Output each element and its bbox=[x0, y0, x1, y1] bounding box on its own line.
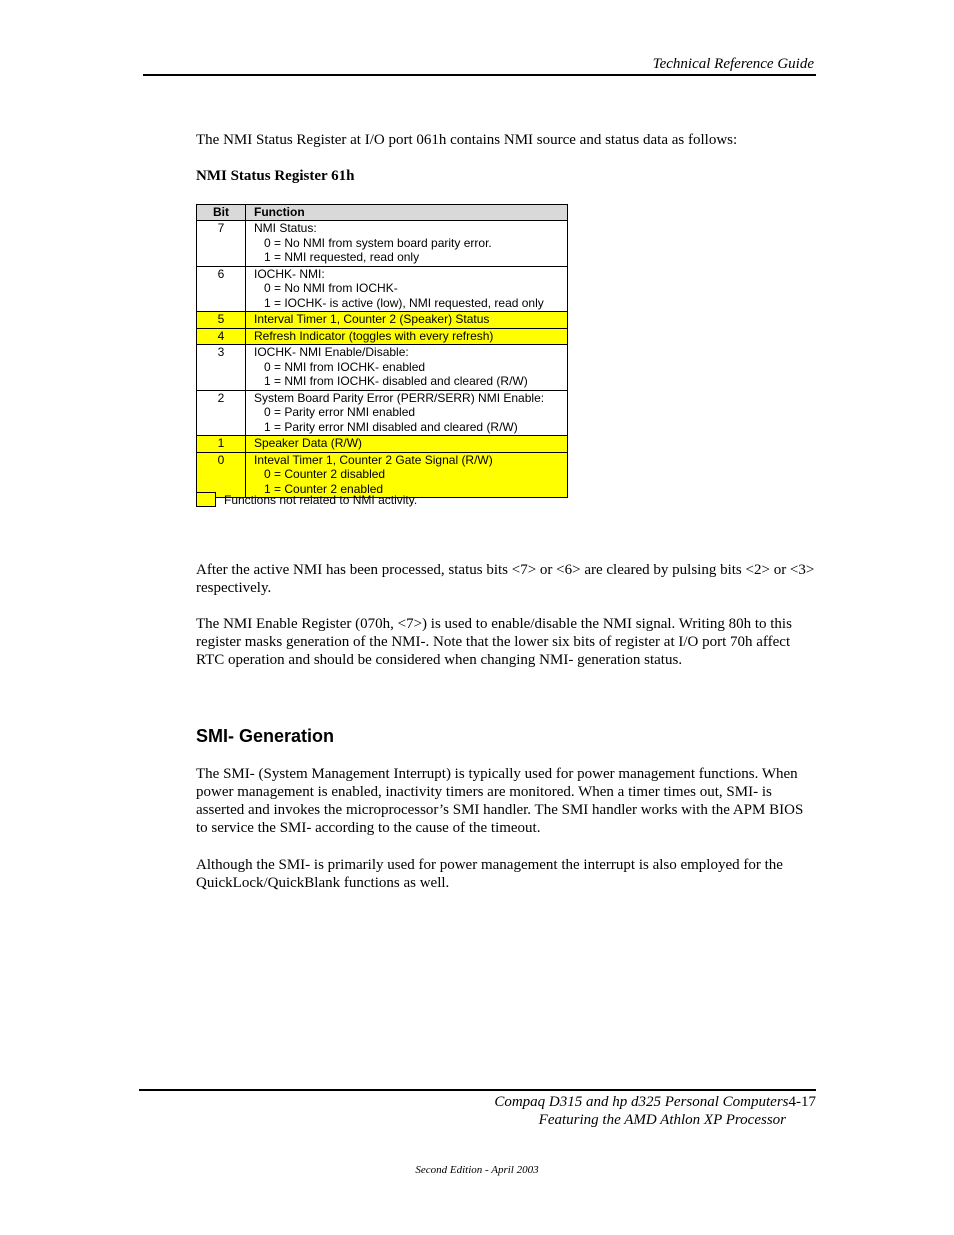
bit-cell: 5 bbox=[197, 312, 246, 329]
column-header-function: Function bbox=[246, 205, 568, 221]
bit-cell: 7 bbox=[197, 221, 246, 267]
bit-cell: 3 bbox=[197, 345, 246, 391]
paragraph-status-bits: After the active NMI has been processed, status bits <7> or <6> are cleared by pulsing bits <2> or <3> respectively. bbox=[196, 562, 815, 596]
footer-rule bbox=[139, 1089, 816, 1091]
page-number: 4-17 bbox=[788, 1094, 816, 1110]
function-cell bbox=[246, 221, 568, 267]
function-option: 1 = Parity error NMI disabled and cleared (R/W) bbox=[264, 419, 518, 434]
function-option: 0 = NMI from IOCHK- enabled bbox=[264, 359, 426, 374]
header-rule bbox=[143, 74, 816, 76]
intro-paragraph: The NMI Status Register at I/O port 061h contains NMI source and status data as follows: bbox=[196, 132, 738, 148]
table-row-bit-2 bbox=[197, 390, 568, 436]
bit-cell: 6 bbox=[197, 266, 246, 312]
function-text: Refresh Indicator (toggles with every refresh) bbox=[254, 328, 494, 343]
table-header-row bbox=[197, 205, 568, 221]
edition-note: Second Edition - April 2003 bbox=[415, 1164, 539, 1176]
function-text: Speaker Data (R/W) bbox=[254, 436, 363, 450]
function-option: 0 = No NMI from system board parity error. bbox=[264, 235, 492, 250]
function-option: 1 = NMI requested, read only bbox=[264, 250, 420, 264]
function-text: NMI Status: bbox=[254, 221, 317, 235]
paragraph-nmi-enable: The NMI Enable Register (070h, <7>) is used to enable/disable the NMI signal. Writing 80h to this register masks generation of the NMI-. Note that the lower six bits of register at I/O port 70h affect RTC operation and should be considered when changing NMI- generation status. bbox=[196, 616, 792, 668]
function-cell bbox=[246, 312, 568, 329]
function-cell bbox=[246, 452, 568, 498]
table-row-bit-4 bbox=[197, 328, 568, 345]
table-row-bit-0 bbox=[197, 452, 568, 498]
function-text: System Board Parity Error (PERR/SERR) NMI Enable: bbox=[254, 390, 545, 405]
table-row-bit-1 bbox=[197, 436, 568, 453]
table-title: NMI Status Register 61h bbox=[196, 168, 355, 184]
function-option: 1 = IOCHK- is active (low), NMI requested, read only bbox=[264, 295, 544, 310]
function-text: IOCHK- NMI: bbox=[254, 266, 325, 281]
table-legend bbox=[196, 492, 417, 507]
function-option: 0 = Parity error NMI enabled bbox=[264, 405, 416, 419]
column-header-bit: Bit bbox=[197, 205, 246, 221]
function-text: IOCHK- NMI Enable/Disable: bbox=[254, 345, 409, 359]
footer-subtitle: Featuring the AMD Athlon XP Processor bbox=[538, 1112, 786, 1128]
function-cell bbox=[246, 328, 568, 345]
function-option: 0 = Counter 2 disabled bbox=[264, 467, 386, 481]
running-header: Technical Reference Guide bbox=[652, 56, 814, 72]
function-text: Interval Timer 1, Counter 2 (Speaker) Status bbox=[254, 312, 490, 326]
nmi-status-register-table bbox=[196, 204, 568, 498]
function-text: Inteval Timer 1, Counter 2 Gate Signal (R/W) bbox=[254, 452, 493, 467]
table-row-bit-5 bbox=[197, 312, 568, 329]
paragraph-smi-quicklock: Although the SMI- is primarily used for power management the interrupt is also employed for the QuickLock/QuickBlank functions as well. bbox=[196, 857, 783, 891]
table-row-bit-3 bbox=[197, 345, 568, 391]
function-option: 0 = No NMI from IOCHK- bbox=[264, 281, 398, 295]
bit-cell: 2 bbox=[197, 390, 246, 436]
function-cell bbox=[246, 266, 568, 312]
bit-cell: 4 bbox=[197, 328, 246, 345]
section-heading: SMI- Generation bbox=[196, 726, 335, 746]
legend-swatch bbox=[196, 492, 216, 507]
bit-cell: 0 bbox=[197, 452, 246, 498]
bit-cell: 1 bbox=[197, 436, 246, 453]
legend-text: Functions not related to NMI activity. bbox=[224, 492, 418, 507]
paragraph-smi-description: The SMI- (System Management Interrupt) is typically used for power management functions. When power management is enabled, inactivity timers are monitored. When a timer times out, SMI- is asserted and invokes the microprocessor’s SMI handler. The SMI handler works with the APM BIOS to service the SMI- according to the cause of the timeout. bbox=[196, 766, 804, 836]
function-cell bbox=[246, 390, 568, 436]
footer-title bbox=[494, 1094, 816, 1111]
table-row-bit-6 bbox=[197, 266, 568, 312]
function-option: 1 = NMI from IOCHK- disabled and cleared (R/W) bbox=[264, 374, 528, 388]
footer-product: Compaq D315 and hp d325 Personal Computers bbox=[494, 1094, 789, 1110]
function-cell bbox=[246, 345, 568, 391]
function-option: 1 = Counter 2 enabled bbox=[264, 481, 384, 496]
function-cell bbox=[246, 436, 568, 453]
table-row-bit-7 bbox=[197, 221, 568, 267]
